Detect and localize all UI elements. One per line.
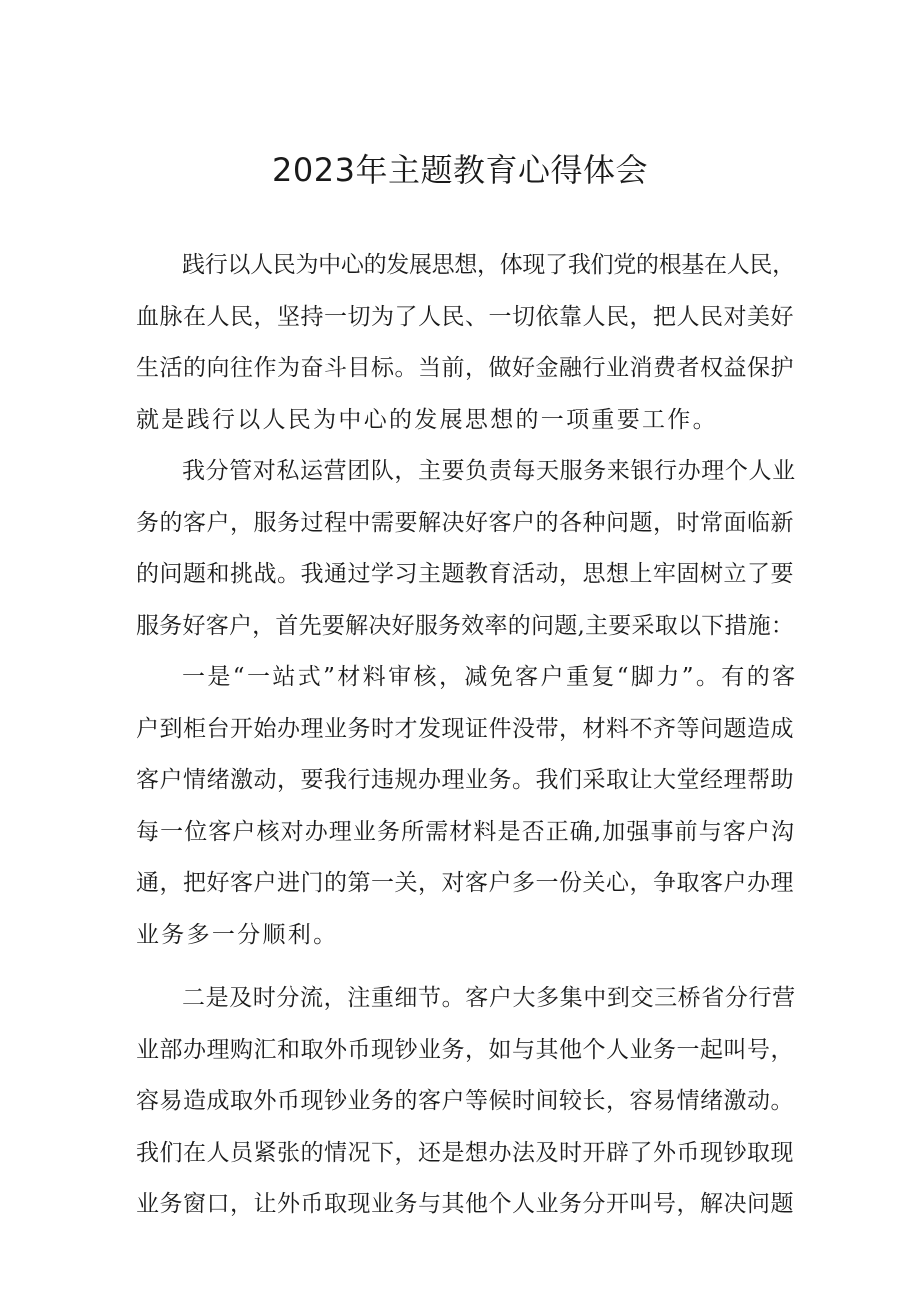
text-line: 践行以人民为中心的发展思想，体现了我们党的根基在人民， bbox=[182, 252, 794, 278]
text-line: 业部办理购汇和取外币现钞业务，如与其他个人业务一起叫号， bbox=[136, 1036, 794, 1063]
text-line: 容易造成取外币现钞业务的客户等候时间较长，容易情绪激动。 bbox=[136, 1088, 794, 1114]
text-line: 每一位客户核对办理业务所需材料是否正确,加强事前与客户沟 bbox=[136, 818, 796, 845]
paragraph-1 bbox=[136, 240, 794, 446]
text-line: 务的客户，服务过程中需要解决好客户的各种问题，时常面临新 bbox=[136, 509, 794, 536]
paragraph-3 bbox=[136, 652, 794, 961]
text-line: 业务多一分顺利。 bbox=[136, 921, 339, 948]
paragraph-2 bbox=[136, 446, 794, 652]
text-line: 我们在人员紧张的情况下，还是想办法及时开辟了外币现钞取现 bbox=[136, 1139, 794, 1166]
text-line: 通，把好客户进门的第一关，对客户多一份关心，争取客户办理 bbox=[136, 870, 794, 896]
text-line: 业务窗口，让外币取现业务与其他个人业务分开叫号，解决问题 bbox=[136, 1191, 794, 1217]
paragraph-gap bbox=[136, 961, 794, 973]
text-line: 的问题和挑战。我通过学习主题教育活动，思想上牢固树立了要 bbox=[136, 561, 794, 587]
text-line: 户到柜台开始办理业务时才发现证件没带，材料不齐等问题造成 bbox=[136, 715, 794, 742]
paragraph-4 bbox=[136, 973, 794, 1231]
text-line: 就是践行以人民为中心的发展思想的一项重要工作。 bbox=[136, 406, 718, 433]
text-line: 客户情绪激动，要我行违规办理业务。我们采取让大堂经理帮助 bbox=[136, 767, 794, 793]
text-line: 生活的向往作为奋斗目标。当前，做好金融行业消费者权益保护 bbox=[136, 355, 794, 381]
text-line: 血脉在人民，坚持一切为了人民、一切依靠人民，把人民对美好 bbox=[136, 303, 794, 330]
document-title: 2023年主题教育心得体会 bbox=[272, 151, 648, 189]
document-body bbox=[136, 240, 794, 1231]
text-line: 一是“一站式”材料审核，减免客户重复“脚力”。有的客 bbox=[182, 664, 794, 690]
text-line: 我分管对私运营团队，主要负责每天服务来银行办理个人业 bbox=[182, 458, 794, 484]
text-line: 服务好客户，首先要解决好服务效率的问题,主要采取以下措施： bbox=[136, 612, 794, 639]
text-line: 二是及时分流，注重细节。客户大多集中到交三桥省分行营 bbox=[182, 985, 794, 1011]
